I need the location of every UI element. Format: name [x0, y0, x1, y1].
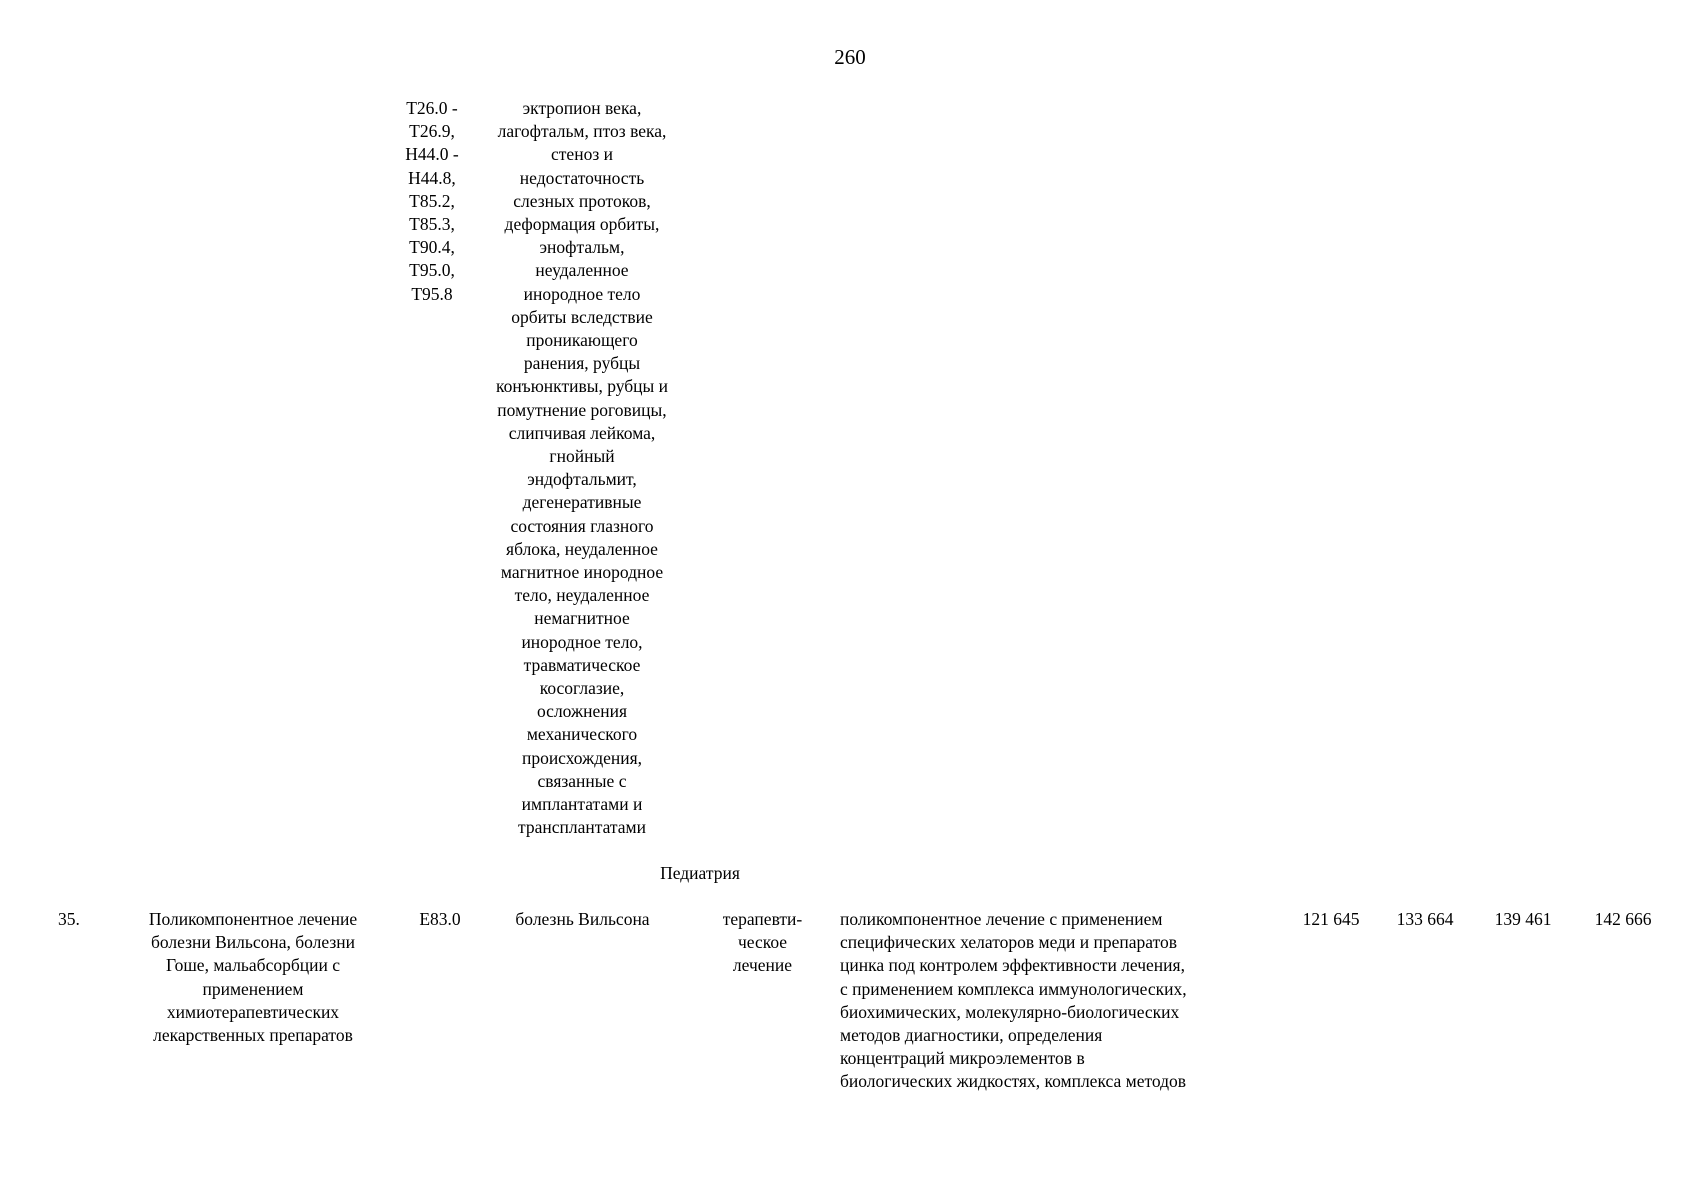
- row-icd-code: E83.0: [419, 909, 461, 929]
- row-treatment-type: терапевти- ческое лечение: [722, 909, 803, 976]
- row-number: 35.: [58, 909, 80, 929]
- row-value-2: 133 664: [1396, 909, 1454, 929]
- row-treatment-method: поликомпонентное лечение с применением специфических хелаторов меди и препаратов цинка под контролем эффективности лечения, с применением комплекса иммунологических, биохимических, молекулярно-биологических методов диагностики, определения концентраций микроэлементов в биологических жидкостях, комплекса методов: [840, 909, 1187, 1092]
- continuation-icd-codes: T26.0 - T26.9, H44.0 - H44.8, T85.2, T85.3, T90.4, T95.0, T95.8: [405, 98, 459, 304]
- page-number: 260: [834, 45, 866, 69]
- row-treatment-name: Поликомпонентное лечение болезни Вильсона, болезни Гоше, мальабсорбции с применением химиотерапевтических лекарственных препаратов: [148, 909, 358, 1046]
- row-value-1: 121 645: [1302, 909, 1360, 929]
- row-diagnosis: болезнь Вильсона: [515, 909, 650, 929]
- continuation-diagnosis: эктропион века, лагофтальм, птоз века, стеноз и недостаточность слезных протоков, деформация орбиты, энофтальм, неудаленное инородное тело орбиты вследствие проникающего ранения, рубцы конъюнктивы, рубцы и помутнение роговицы, слипчивая лейкома, гнойный эндофтальмит, дегенеративные состояния глазного яблока, неудаленное магнитное инородное тело, неудаленное немагнитное инородное тело, травматическое косоглазие, осложнения механического происхождения, связанные с имплантатами и трансплантатами: [495, 98, 669, 838]
- row-value-3: 139 461: [1494, 909, 1552, 929]
- row-value-4: 142 666: [1594, 909, 1652, 929]
- section-heading: Педиатрия: [660, 863, 740, 883]
